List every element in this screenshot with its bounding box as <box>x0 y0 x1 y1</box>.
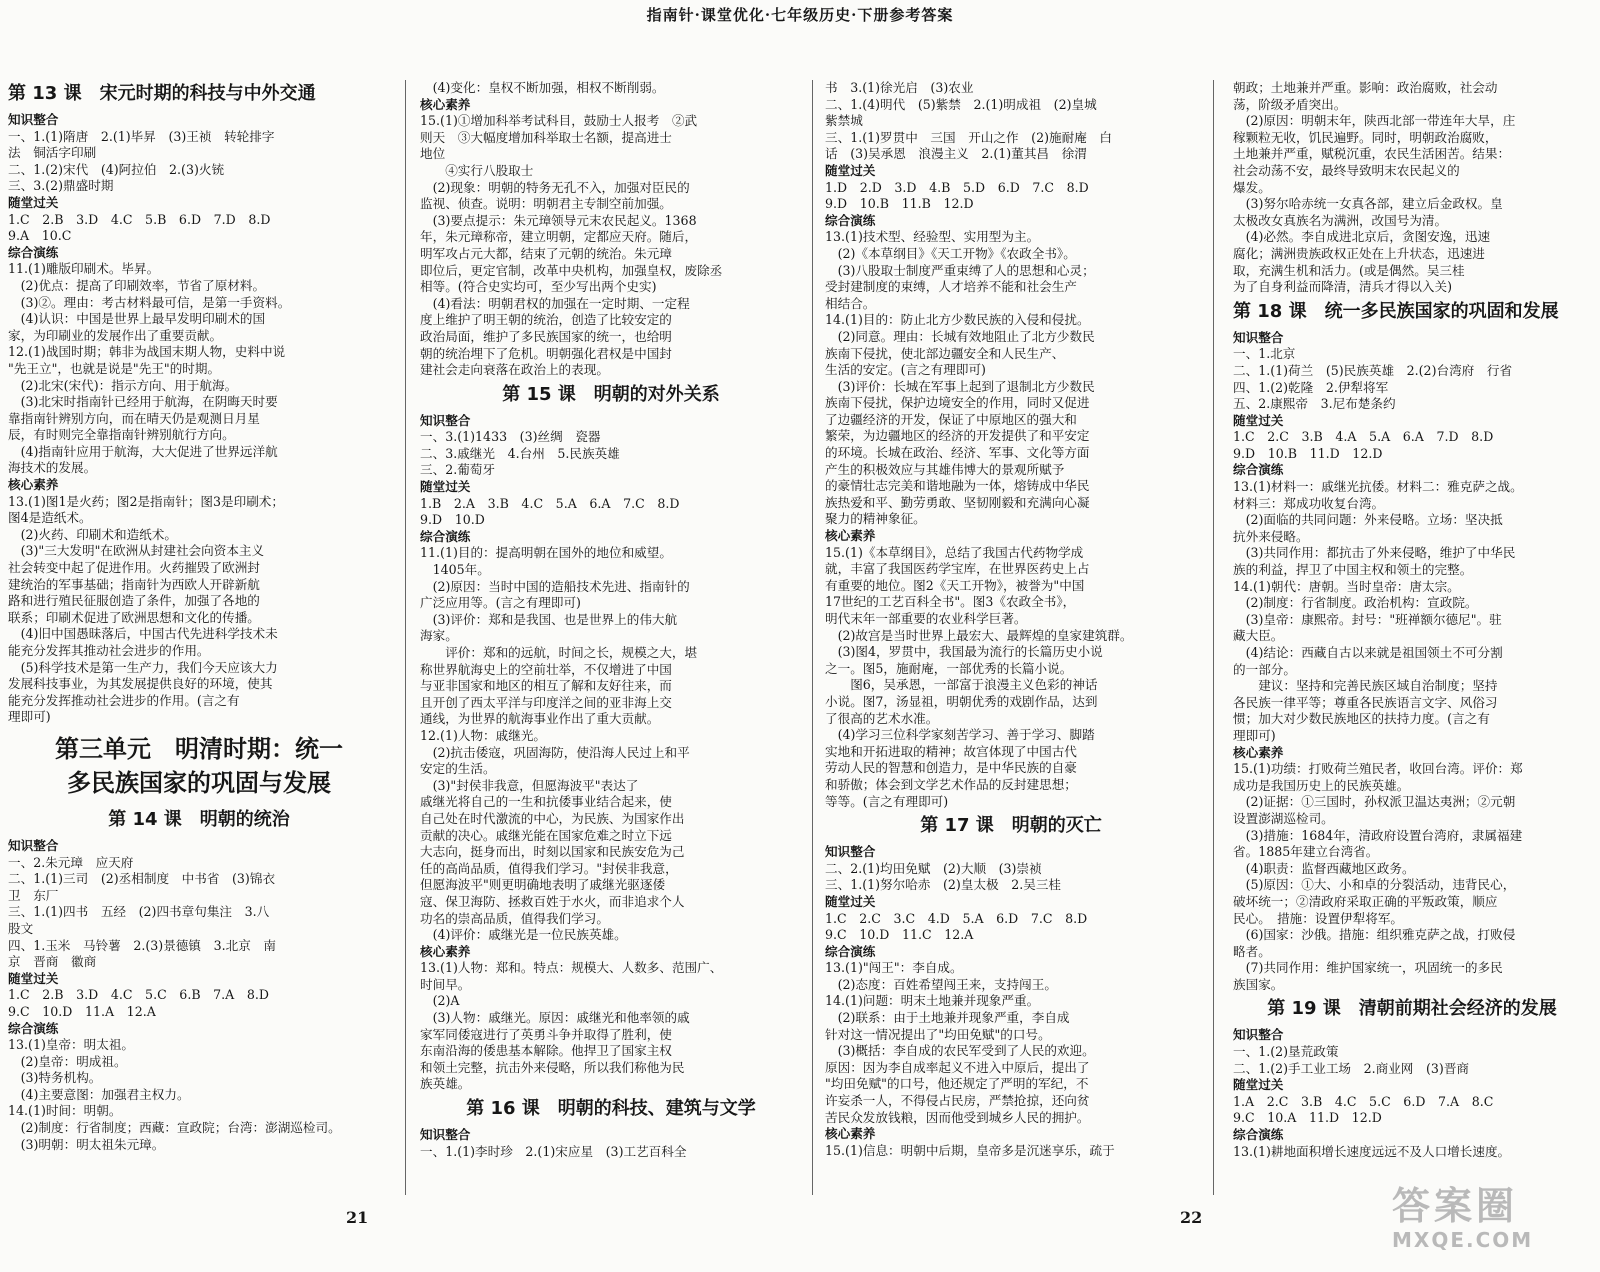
column-divider <box>405 80 406 1195</box>
answer-block: 13.(1)图1是火药；图2是指南针；图3是印刷术； 图4是造纸术。 (2)火药、印刷术和造纸术。 (3)"三大发明"在欧洲从封建社会向资本主义 社会转变中起了促进作用。火药摧毁了欧洲封 建统治的军事基础；指南针为西欧人开辟新航 路和进行殖民征服创造了条件，加强了各地的 联系；印刷术促进了欧洲思想和文化的传播。 (4)旧中国愚昧落后，中国古代先进科学技术未 能充分发挥其推动社会进步的作用。 (5)科学技术是第一生产力，我们今天应该大力 发展科技事业，为其发展提供良好的环境，使其 能充分发挥推动社会进步的作用。(言之有 理即可) <box>8 493 284 725</box>
section-heading: 知识整合 <box>825 844 876 860</box>
answer-block: 一、1.(2)垦荒政策 二、1.(2)手工业工场 2.商业网 (3)晋商 <box>1233 1044 1470 1076</box>
watermark-url: MXQE.COM <box>1392 1228 1534 1252</box>
section-heading: 随堂过关 <box>420 479 471 495</box>
section-heading: 核心素养 <box>8 477 59 493</box>
answer-block: 13.(1)人物：郑和。特点：规模大、人数多、范围广、 时间早。 (2)A (3)人物：戚继光。原因：戚继光和他率领的戚 家军同倭寇进行了英勇斗争并取得了胜利，使 东南沿海的倭患基本解除。他捍卫了国家主权 和领土完整，抗击外来侵略，所以我们称他为民 族英雄。 <box>420 960 723 1092</box>
unit-3-title: 第三单元 明清时期：统一 多民族国家的巩固与发展 <box>55 734 343 797</box>
page-number-right: 22 <box>1180 1208 1203 1227</box>
answer-block: 1.C 2.B 3.D 4.C 5.C 6.B 7.A 8.D 9.C 10.D 11.A 12.A <box>8 987 269 1019</box>
answer-block: 15.(1)信息：明朝中后期，皇帝多是沉迷享乐，疏于 <box>825 1142 1115 1158</box>
lesson-19-title: 第 19 课 清朝前期社会经济的发展 <box>1267 998 1557 1020</box>
section-heading: 知识整合 <box>1233 329 1284 345</box>
section-heading: 随堂过关 <box>825 893 876 909</box>
column-1 <box>8 78 390 1208</box>
answer-block: 11.(1)雕版印刷术。毕昇。 (2)优点：提高了印刷效率，节省了原材料。 (3)②。理由：考古材料最可信，是第一手资料。 (4)认识：中国是世界上最早发明印刷术的国 家，为印刷业的发展作出了重要贡献。 12.(1)战国时期；韩非为战国末期人物，史料中说 "先王立"，也就是说是"先王"的时期。 (2)北宋(宋代)：指示方向、用于航海。 (3)北宋时指南针已经用于航海，在阴晦天时要 靠指南针辨别方向，而在晴天仍是观测日月星 辰，有时则完全靠指南针辨别航行方向。 (4)指南针应用于航海，大大促进了世界远洋航 海技术的发展。 <box>8 261 291 476</box>
answer-block: 一、3.(1)1433 (3)丝绸 瓷器 二、3.戚继光 4.台州 5.民族英雄 三、2.葡萄牙 <box>420 429 620 478</box>
answer-block: 15.(1)《本草纲目》，总结了我国古代药物学成 就，丰富了我国医药学宝库，在世界医药史上占 有重要的地位。图2《天工开物》，被誉为"中国 17世纪的工艺百科全书"。图3《农政全书》， 明代末年一部重要的农业科学巨著。 (2)故宫是当时世界上最宏大、最辉煌的皇家建筑群。 (3)图4，罗贯中，我国最为流行的长篇历史小说 之一。图5，施耐庵，一部优秀的长篇小说。 图6，吴承恩，一部富于浪漫主义色彩的神话 小说。图7，汤显祖，明朝优秀的戏剧作品，达到 了很高的艺术水准。 (4)学习三位科学家刻苦学习、善于学习、脚踏 实地和开拓进取的精神；故宫体现了中国古代 劳动人民的智慧和创造力，是中华民族的自豪 和骄傲；体会到文学艺术作品的反封建思想； 等等。(言之有理即可) <box>825 544 1133 809</box>
section-heading: 随堂过关 <box>1233 1077 1284 1093</box>
lesson-14-title: 第 14 课 明朝的统治 <box>108 808 290 830</box>
section-heading: 随堂过关 <box>8 194 59 210</box>
lesson-13-title: 第 13 课 宋元时期的科技与中外交通 <box>8 83 316 104</box>
section-heading: 随堂过关 <box>1233 412 1284 428</box>
answer-block: 15.(1)①增加科举考试科目，鼓励士人报考 ②武 则天 ③大幅度增加科举取士名额，提高进士 地位 ④实行八股取士 (2)现象：明朝的特务无孔不入，加强对臣民的 监视、侦查。说明：明朝君主专制空前加强。 (3)要点提示：朱元璋领导元末农民起义。1368 年，朱元璋称帝，建立明朝，定都应天府。随后， 明军攻占元大都，结束了元朝的统治。朱元璋 即位后，更定官制，改革中央机构，加强皇权，废除丞 相等。(符合史实均可，至少写出两个史实) (4)看法：明朝君权的加强在一定时期、一定程 度上维护了明王朝的统治，创造了比较安定的 政治局面，维护了多民族国家的统一，也给明 朝的统治埋下了危机。明朝强化君权是中国封 建社会走向衰落在政治上的表现。 <box>420 113 723 378</box>
answer-block: 1.C 2.C 3.B 4.A 5.A 6.A 7.D 8.D 9.D 10.B 11.D 12.D <box>1233 429 1494 461</box>
section-heading: 综合演练 <box>825 943 876 959</box>
section-heading: 综合演练 <box>1233 462 1284 478</box>
answer-block: 15.(1)功绩：打败荷兰殖民者，收回台湾。评价：郑 成功是我国历史上的民族英雄。 (2)证据：①三国时，孙权派卫温达夷洲；②元朝 设置澎湖巡检司。 (3)措施：1684年，清政府设置台湾府，隶属福建 省。1885年建立台湾省。 (4)职责：监督西藏地区政务。 (5)原因：①大、小和卓的分裂活动，违背民心， 破坏统一；②清政府采取正确的平叛政策，顺应 民心。 措施：设置伊犁将军。 (6)国家：沙俄。措施：组织雅克萨之战，打败侵 略者。 (7)共同作用：维护国家统一，巩固统一的多民 族国家。 <box>1233 761 1523 992</box>
answer-block: 1.D 2.D 3.D 4.B 5.D 6.D 7.C 8.D 9.D 10.B 11.B 12.D <box>825 179 1089 212</box>
column-3 <box>825 80 1197 1210</box>
section-heading: 核心素养 <box>825 1126 876 1142</box>
section-heading: 核心素养 <box>825 528 876 544</box>
section-heading: 综合演练 <box>825 212 876 228</box>
section-heading: 综合演练 <box>420 528 471 544</box>
lesson-15-title: 第 15 课 明朝的对外关系 <box>502 383 720 405</box>
answer-block: 一、1.(1)李时珍 2.(1)宋应星 (3)工艺百科全 <box>420 1143 687 1159</box>
page-header: 指南针·课堂优化·七年级历史·下册参考答案 <box>646 6 954 24</box>
answer-block: 1.B 2.A 3.B 4.C 5.A 6.A 7.C 8.D 9.D 10.D <box>420 495 680 528</box>
section-heading: 知识整合 <box>420 1127 471 1143</box>
lesson-18-title: 第 18 课 统一多民族国家的巩固和发展 <box>1233 300 1559 322</box>
answer-block: 朝政；土地兼并严重。影响：政治腐败，社会动 荡，阶级矛盾突出。 (2)原因：明朝末年，陕西北部一带连年大旱，庄 稼颗粒无收，饥民遍野。同时，明朝政治腐败， 土地兼并严重，赋税沉重，农民生活困苦。结果： 社会动荡不安，最终导致明末农民起义的 爆发。 (3)努尔哈赤统一女真各部，建立后金政权。皇 太极改女真族名为满洲，改国号为清。 (4)必然。李自成进北京后，贪图安逸，迅速 腐化；满洲贵族政权正处在上升状态，迅速进 取，充满生机和活力。(或是偶然。吴三桂 为了自身利益而降清，清兵才得以入关) <box>1233 80 1516 295</box>
answer-block: 一、1.北京 二、1.(1)荷兰 (5)民族英雄 2.(2)台湾府 行省 四、1.(2)乾隆 2.伊犁将军 五、2.康熙帝 3.尼布楚条约 <box>1233 346 1513 412</box>
section-heading: 知识整合 <box>8 837 59 853</box>
answer-block: 13.(1)皇帝：明太祖。 (2)皇帝：明成祖。 (3)特务机构。 (4)主要意图：加强君主权力。 14.(1)时间：明朝。 (2)制度：行省制度；西藏：宣政院；台湾：澎湖巡检司。 (3)明朝：明太祖朱元璋。 <box>8 1037 341 1152</box>
column-4 <box>1233 80 1591 1210</box>
lesson-16-title: 第 16 课 明朝的科技、建筑与文学 <box>466 1098 756 1120</box>
page-number-left: 21 <box>346 1208 369 1227</box>
answer-block: 11.(1)目的：提高明朝在国外的地位和威望。 1405年。 (2)原因：当时中国的造船技术先进、指南针的 广泛应用等。(言之有理即可) (3)评价：郑和是我国、也是世界上的伟大航 海家。 评价：郑和的远航，时间之长，规模之大，堪 称世界航海史上的空前壮举，不仅增进了中国 与亚非国家和地区的相互了解和友好往来，而 且开创了西太平洋与印度洋之间的亚非海上交 通线，为世界的航海事业作出了重大贡献。 12.(1)人物：戚继光。 (2)抗击倭寇，巩固海防，使沿海人民过上和平 安定的生活。 (3)"封侯非我意，但愿海波平"表达了 戚继光将自己的一生和抗倭事业结合起来，使 自己处在时代激流的中心，为民族、为国家作出 贡献的决心。戚继光能在国家危难之时立下远 大志向，挺身而出，时刻以国家和民族安危为己 任的高尚品质，值得我们学习。"封侯非我意， 但愿海波平"则更明确地表明了戚继光驱逐倭 寇、保卫海防、拯救百姓于水火，而非追求个人 功名的崇高品质，值得我们学习。 (4)评价：戚继光是一位民族英雄。 <box>420 545 698 943</box>
section-heading: 知识整合 <box>1233 1027 1284 1043</box>
section-heading: 知识整合 <box>8 112 59 127</box>
column-2 <box>420 80 802 1210</box>
answer-block: 一、2.朱元璋 应天府 二、1.(1)三司 (2)丞相制度 中书省 (3)锦衣 卫 东厂 三、1.(1)四书 五经 (2)四书章句集注 3.八 股文 四、1.玉米 马铃薯 2.(3)景德镇 3.北京 南 京 晋商 徽商 <box>8 854 276 970</box>
section-heading: 随堂过关 <box>8 970 59 986</box>
answer-block: 1.A 2.C 3.B 4.C 5.C 6.D 7.A 8.C 9.C 10.A 11.D 12.D <box>1233 1093 1494 1126</box>
section-heading: 综合演练 <box>8 244 59 260</box>
section-heading: 综合演练 <box>8 1020 59 1036</box>
section-heading: 核心素养 <box>420 96 471 112</box>
answer-block: (4)变化：皇权不断加强，相权不断削弱。 <box>420 80 665 95</box>
section-heading: 知识整合 <box>420 412 471 428</box>
answer-block: 二、2.(1)均田免赋 (2)大顺 (3)崇祯 三、1.(1)努尔哈赤 (2)皇太极 2.吴三桂 <box>825 860 1062 893</box>
answer-block: 13.(1)材料一：戚继光抗倭。材料二：雅克萨之战。 材料三：郑成功收复台湾。 (2)面临的共同问题：外来侵略。立场：坚决抵 抗外来侵略。 (3)共同作用：都抗击了外来侵略，维护了中华民 族的利益，捍卫了中国主权和领土的完整。 14.(1)朝代：唐朝。当时皇帝：唐太宗。 (2)制度：行省制度。政治机构：宣政院。 (3)皇帝：康熙帝。封号："班禅额尔德尼"。驻 藏大臣。 (4)结论：西藏自古以来就是祖国领土不可分割 的一部分。 建议：坚持和完善民族区域自治制度；坚持 各民族一律平等；尊重各民族语言文字、风俗习 惯；加大对少数民族地区的扶持力度。(言之有 理即可) <box>1233 479 1523 743</box>
column-divider <box>1213 80 1214 1195</box>
answer-block: 13.(1)耕地面积增长速度远远不及人口增长速度。 <box>1233 1143 1511 1159</box>
section-heading: 核心素养 <box>1233 744 1284 760</box>
section-heading: 综合演练 <box>1233 1127 1284 1143</box>
answer-block: 一、1.(1)隋唐 2.(1)毕昇 (3)王祯 转轮排字 法 铜活字印刷 二、1.(2)宋代 (4)阿拉伯 2.(3)火铳 三、3.(2)鼎盛时期 <box>8 128 275 194</box>
lesson-17-title: 第 17 课 明朝的灭亡 <box>920 815 1102 837</box>
answer-block: 1.C 2.C 3.C 4.D 5.A 6.D 7.C 8.D 9.C 10.D 11.C 12.A <box>825 910 1088 943</box>
column-divider <box>812 80 813 1195</box>
watermark-text: 答案圈 <box>1392 1184 1519 1228</box>
answer-block: 13.(1)技术型、经验型、实用型为主。 (2)《本草纲目》《天工开物》《农政全书》。 (3)八股取士制度严重束缚了人的思想和心灵； 受封建制度的束缚，人才培养不能和社会生产 相结合。 14.(1)目的：防止北方少数民族的入侵和侵扰。 (2)同意。理由：长城有效地阻止了北方少数民 族南下侵扰，使北部边疆安全和人民生产、 生活的安定。(言之有理即可) (3)评价：长城在军事上起到了退制北方少数民 族南下侵扰，保护边境安全的作用，同时又促进 了边疆经济的开发，保证了中原地区的强大和 繁荣，为边疆地区的经济的开发提供了和平安定 的环境。长城在政治、经济、军事、文化等方面 产生的积极效应与其雄伟博大的景观所赋予 的豪情壮志完美和谐地融为一体，熔铸成中华民 族热爱和平、勤劳勇敢、坚韧刚毅和充满向心凝 聚力的精神象征。 <box>825 229 1095 527</box>
section-heading: 核心素养 <box>420 943 471 959</box>
watermark-logo <box>1392 1184 1582 1262</box>
answer-block: 书 3.(1)徐光启 (3)农业 二、1.(4)明代 (5)紫禁 2.(1)明成祖 (2)皇城 紫禁城 三、1.(1)罗贯中 三国 开山之作 (2)施耐庵 白 话 (3)吴承恩 浪漫主义 2.(1)董其昌 徐渭 <box>825 80 1112 162</box>
answer-block: 13.(1)"闯王"：李自成。 (2)态度：百姓希望闯王来，支持闯王。 14.(1)问题：明末土地兼并现象严重。 (2)联系：由于土地兼并现象严重，李自成 针对这一情况提出了"均田免赋"的口号。 (3)概括：李自成的农民军受到了人民的欢迎。 原因：因为李自成率起义不进入中原后，提出了 "均田免赋"的口号，他还规定了严明的军纪，不 许妄杀一人，不得侵占民房，严禁抢掠，还向贫 苦民众发放钱粮，因而他受到城乡人民的拥护。 <box>825 960 1095 1125</box>
section-heading: 随堂过关 <box>825 162 876 178</box>
answer-block: 1.C 2.B 3.D 4.C 5.B 6.D 7.D 8.D 9.A 10.C <box>8 211 271 244</box>
